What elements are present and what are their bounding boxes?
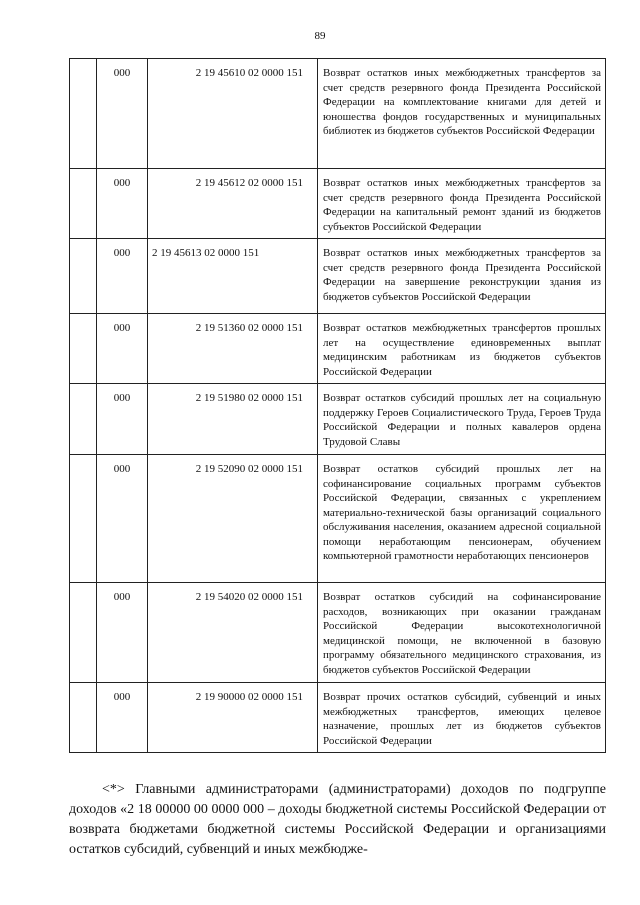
admin-code-cell: 000	[97, 384, 148, 455]
kbk-cell: 2 19 52090 02 0000 151	[148, 455, 318, 583]
admin-code-cell: 000	[97, 583, 148, 683]
empty-cell	[70, 384, 97, 455]
empty-cell	[70, 683, 97, 753]
description-cell: Возврат прочих остатков субсидий, субвенций и иных межбюджетных трансфертов, имеющих целевое назначение, прошлых лет из бюджетов субъектов Российской Федерации	[318, 683, 606, 753]
description-cell: Возврат остатков иных межбюджетных трансфертов за счет средств резервного фонда Президента Российской Федерации на капитальный ремонт зданий из бюджетов субъектов Российской Федерации	[318, 169, 606, 239]
table-row	[70, 169, 606, 239]
table-row	[70, 59, 606, 169]
kbk-cell: 2 19 51360 02 0000 151	[148, 314, 318, 384]
admin-code-cell: 000	[97, 169, 148, 239]
empty-cell	[70, 314, 97, 384]
description-cell: Возврат остатков иных межбюджетных трансфертов за счет средств резервного фонда Президента Российской Федерации на комплектование книгами для детей и юношества фондов государственных и муниципальных библиотек из бюджетов субъектов Российской Федерации	[318, 59, 606, 169]
kbk-cell: 2 19 45610 02 0000 151	[148, 59, 318, 169]
admin-code-cell: 000	[97, 455, 148, 583]
table-row	[70, 239, 606, 314]
admin-code-cell: 000	[97, 314, 148, 384]
description-cell: Возврат остатков межбюджетных трансфертов прошлых лет на осуществление единовременных выплат медицинским работникам из бюджетов субъектов Российской Федерации	[318, 314, 606, 384]
table-row	[70, 683, 606, 753]
admin-code-cell: 000	[97, 683, 148, 753]
table-row	[70, 314, 606, 384]
admin-code-cell: 000	[97, 239, 148, 314]
kbk-cell: 2 19 51980 02 0000 151	[148, 384, 318, 455]
description-cell: Возврат остатков иных межбюджетных трансфертов за счет средств резервного фонда Президента Российской Федерации на завершение реконструкции здания из бюджетов субъектов Российской Федерации	[318, 239, 606, 314]
empty-cell	[70, 455, 97, 583]
description-cell: Возврат остатков субсидий на софинансирование расходов, возникающих при оказании гражданам Российской Федерации высокотехнологичной медицинской помощи, не включенной в базовую программу обязательного медицинского страхования, из бюджетов субъектов Российской Федерации	[318, 583, 606, 683]
table-row	[70, 583, 606, 683]
budget-codes-table	[69, 58, 606, 753]
description-cell: Возврат остатков субсидий прошлых лет на социальную поддержку Героев Социалистического Труда, Героев Труда Российской Федерации и полных кавалеров ордена Трудовой Славы	[318, 384, 606, 455]
empty-cell	[70, 239, 97, 314]
empty-cell	[70, 169, 97, 239]
kbk-cell: 2 19 45612 02 0000 151	[148, 169, 318, 239]
footnote-paragraph: <*> Главными администраторами (администраторами) доходов по подгруппе доходов «2 18 00000 00 0000 000 – доходы бюджетной системы Российской Федерации от возврата бюджетами бюджетной системы Российской Федерации и организациями остатков субсидий, субвенций и иных межбюдже-	[69, 782, 606, 857]
description-cell: Возврат остатков субсидий прошлых лет на софинансирование социальных программ субъектов Российской Федерации, связанных с укреплением материально-технической базы организаций социального обслуживания населения, оказанием адресной социальной помощи неработающим пенсионерам, обучением компьютерной грамотности неработающих пенсионеров	[318, 455, 606, 583]
page-number: 89	[314, 30, 326, 42]
table-row	[70, 455, 606, 583]
admin-code-cell: 000	[97, 59, 148, 169]
kbk-cell: 2 19 45613 02 0000 151	[148, 239, 318, 314]
table-row	[70, 384, 606, 455]
kbk-cell: 2 19 54020 02 0000 151	[148, 583, 318, 683]
empty-cell	[70, 583, 97, 683]
empty-cell	[70, 59, 97, 169]
kbk-cell: 2 19 90000 02 0000 151	[148, 683, 318, 753]
